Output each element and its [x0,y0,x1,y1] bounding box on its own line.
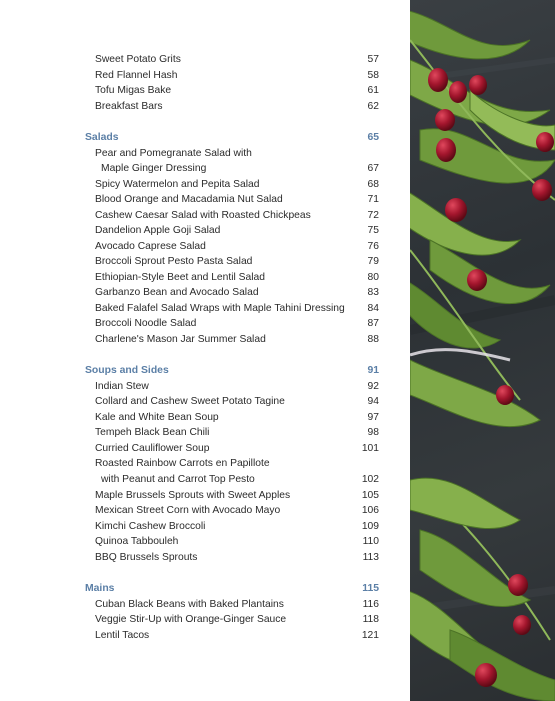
entry-page: 83 [367,287,379,298]
entry-title: Indian Stew [95,381,149,392]
entry-page: 109 [361,521,379,532]
entry-title: Tempeh Black Bean Chili [95,427,210,438]
entry-page: 57 [367,54,379,65]
toc-entry[interactable] [95,177,379,193]
entry-page: 98 [367,427,379,438]
toc-entry[interactable] [95,146,379,162]
entry-title: Roasted Rainbow Carrots en Papillote [95,458,270,469]
toc-entry[interactable] [95,534,379,550]
section-heading-salads[interactable] [85,130,379,146]
entry-page: 92 [367,381,379,392]
entry-title: Pear and Pomegranate Salad with [95,148,252,159]
toc-entry[interactable] [95,550,379,566]
entry-title: Spicy Watermelon and Pepita Salad [95,179,260,190]
entry-page: 118 [362,614,379,625]
section-page: 115 [362,583,379,594]
toc-entry[interactable] [95,394,379,410]
section-title: Soups and Sides [85,365,169,376]
entry-title: Broccoli Sprout Pesto Pasta Salad [95,256,253,267]
toc-entry[interactable] [95,285,379,301]
section-page: 91 [367,365,379,376]
entry-title: Ethiopian-Style Beet and Lentil Salad [95,272,266,283]
entry-title: Collard and Cashew Sweet Potato Tagine [95,396,285,407]
entry-title: Veggie Stir-Up with Orange-Ginger Sauce [95,614,287,625]
toc-entry[interactable] [95,239,379,255]
entry-page: 116 [362,599,379,610]
entry-page: 84 [367,303,379,314]
entry-title: Maple Ginger Dressing [101,163,207,174]
toc-entry[interactable] [95,503,379,519]
arugula-pomegranate-illustration [410,0,555,701]
entry-page: 71 [367,194,379,205]
entry-title: BBQ Brussels Sprouts [95,552,198,563]
entry-page: 62 [367,101,379,112]
toc-entry[interactable] [95,488,379,504]
section-heading-mains[interactable] [85,581,379,597]
entry-title: Broccoli Noodle Salad [95,318,197,329]
entry-page: 102 [361,474,379,485]
entry-title: Curried Cauliflower Soup [95,443,210,454]
toc-entry[interactable] [95,425,379,441]
toc-entry[interactable] [95,99,379,115]
toc-entry[interactable] [95,441,379,457]
entry-page: 110 [362,536,379,547]
toc-entry[interactable] [95,254,379,270]
entry-page: 113 [362,552,379,563]
toc-entry[interactable] [95,456,379,472]
entry-title: Mexican Street Corn with Avocado Mayo [95,505,281,516]
entry-page: 105 [361,490,379,501]
entry-title: Breakfast Bars [95,101,163,112]
entry-title: Red Flannel Hash [95,70,178,81]
entry-title: Sweet Potato Grits [95,54,181,65]
entry-page: 76 [367,241,379,252]
entry-title: Kale and White Bean Soup [95,412,219,423]
entry-page: 106 [361,505,379,516]
toc-entry[interactable] [95,628,379,644]
entry-page: 121 [361,630,379,641]
entry-title: Baked Falafel Salad Wraps with Maple Tahini Dressing [95,303,345,314]
entry-title: Maple Brussels Sprouts with Sweet Apples [95,490,291,501]
entry-page: 58 [367,70,379,81]
toc-entry[interactable] [95,83,379,99]
toc-entry[interactable] [95,223,379,239]
entry-title: with Peanut and Carrot Top Pesto [101,474,255,485]
entry-title: Blood Orange and Macadamia Nut Salad [95,194,283,205]
toc-entry[interactable] [95,208,379,224]
toc-entry[interactable] [95,612,379,628]
toc-entry-continuation[interactable] [95,472,379,488]
entry-title: Quinoa Tabbouleh [95,536,179,547]
entry-page: 79 [367,256,379,267]
toc-entry[interactable] [95,379,379,395]
entry-page: 61 [367,85,379,96]
entry-title: Dandelion Apple Goji Salad [95,225,221,236]
section-page: 65 [367,132,379,143]
entry-page: 88 [367,334,379,345]
entry-page: 97 [367,412,379,423]
entry-page: 67 [367,163,379,174]
toc-entry[interactable] [95,270,379,286]
toc-entry[interactable] [95,597,379,613]
section-title: Salads [85,132,119,143]
section-heading-soups-and-sides[interactable] [85,363,379,379]
toc-entry-continuation[interactable] [95,161,379,177]
entry-title: Avocado Caprese Salad [95,241,206,252]
entry-page: 87 [367,318,379,329]
entry-title: Kimchi Cashew Broccoli [95,521,206,532]
salad-photo [410,0,555,701]
entry-page: 72 [367,210,379,221]
entry-title: Garbanzo Bean and Avocado Salad [95,287,259,298]
toc-entry[interactable] [95,52,379,68]
toc-entry[interactable] [95,332,379,348]
entry-page: 68 [367,179,379,190]
entry-title: Tofu Migas Bake [95,85,172,96]
toc-entry[interactable] [95,519,379,535]
toc-entry[interactable] [95,410,379,426]
entry-title: Lentil Tacos [95,630,150,641]
section-title: Mains [85,583,115,594]
entry-page: 80 [367,272,379,283]
entry-page: 101 [361,443,379,454]
entry-page: 94 [367,396,379,407]
toc-entry[interactable] [95,316,379,332]
entry-page: 75 [367,225,379,236]
toc-entry[interactable] [95,68,379,84]
entry-title: Cuban Black Beans with Baked Plantains [95,599,284,610]
toc-entry[interactable] [95,192,379,208]
entry-title: Cashew Caesar Salad with Roasted Chickpeas [95,210,311,221]
toc-entry[interactable] [95,301,379,317]
entry-title: Charlene's Mason Jar Summer Salad [95,334,266,345]
